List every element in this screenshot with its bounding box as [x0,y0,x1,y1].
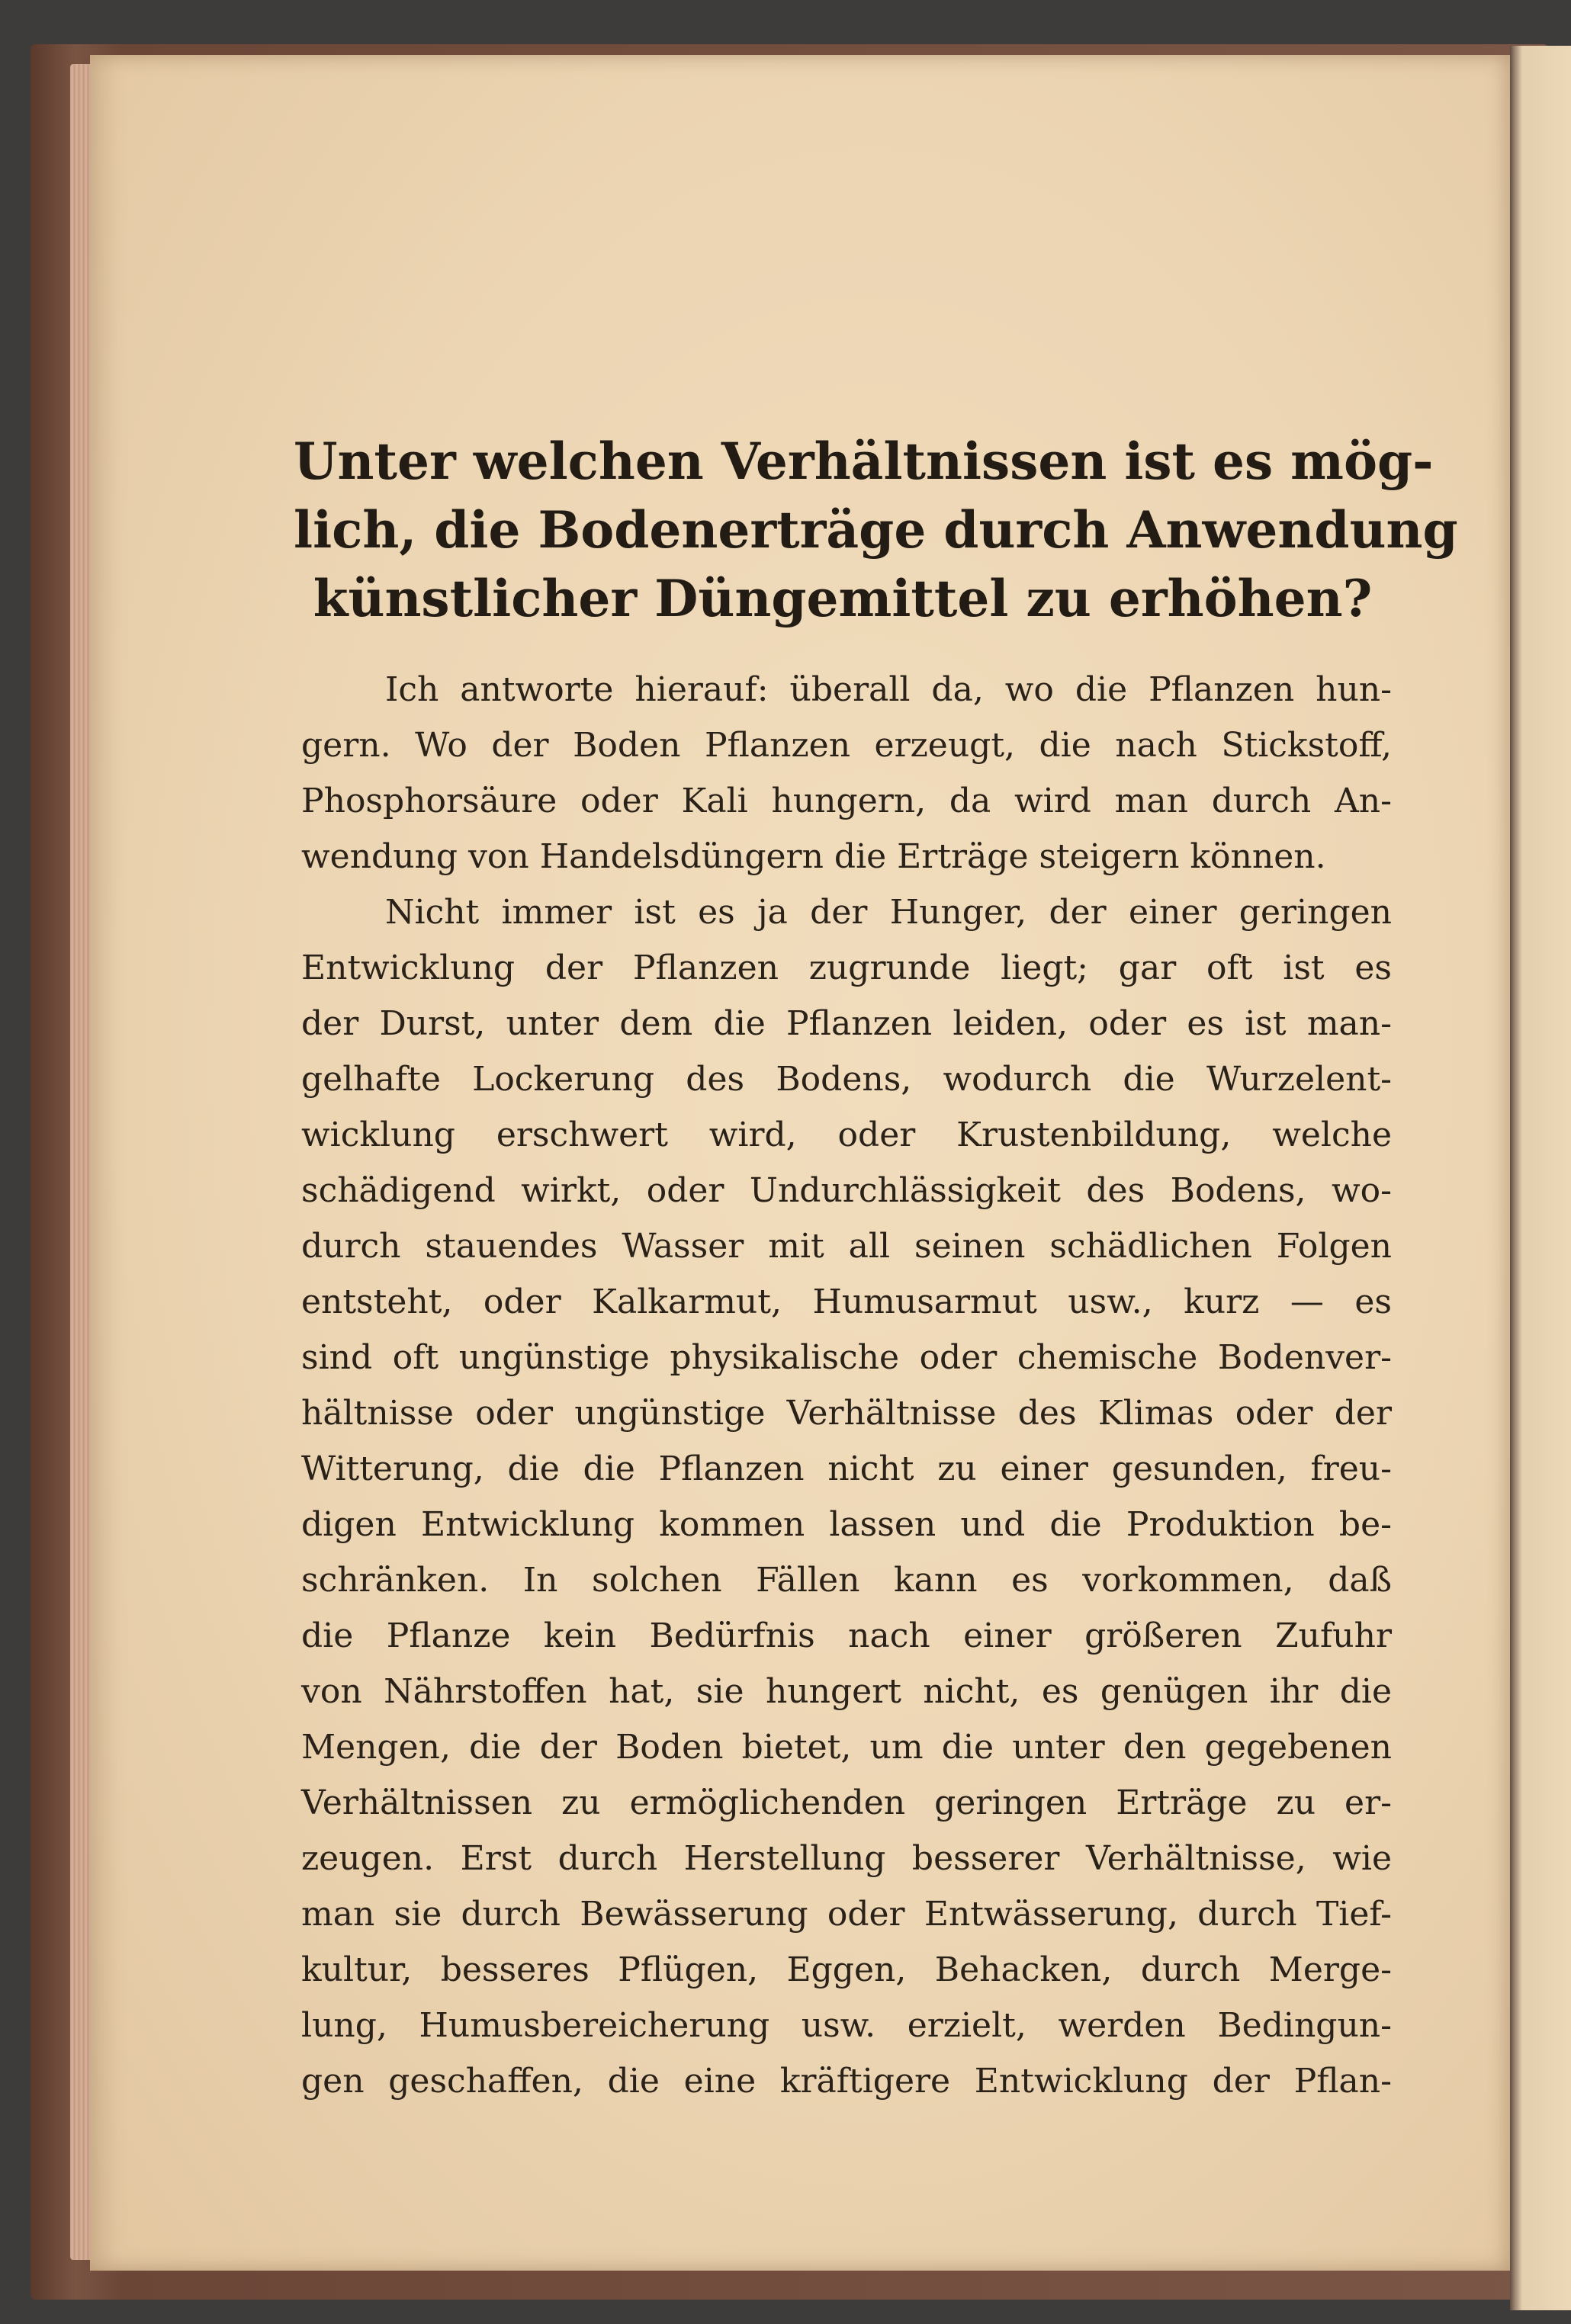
heading-line: Unter welchen Verhältnissen ist es mög- [294,432,1434,491]
text-line: Verhältnissen zu ermöglichenden geringen Erträge zu er- [301,1783,1392,1822]
text-line: Witterung, die die Pflanzen nicht zu einer gesunden, freu- [301,1449,1392,1488]
text-line: gern. Wo der Boden Pflanzen erzeugt, die nach Stickstoff, [301,726,1392,765]
text-line: der Durst, unter dem die Pflanzen leiden, oder es ist man- [301,1004,1392,1043]
text-line: man sie durch Bewässerung oder Entwässerung, durch Tief- [301,1895,1392,1934]
heading-line: künstlicher Düngemittel zu erhöhen? [313,569,1373,628]
section-heading [294,427,1458,633]
text-line: Nicht immer ist es ja der Hunger, der einer geringen [385,893,1392,932]
text-line: schränken. In solchen Fällen kann es vorkommen, daß [301,1561,1392,1600]
text-line: die Pflanze kein Bedürfnis nach einer größeren Zufuhr [301,1616,1392,1655]
text-line: zeugen. Erst durch Herstellung besserer Verhältnisse, wie [301,1839,1392,1878]
text-line: gen geschaffen, die eine kräftigere Entwicklung der Pflan- [301,2062,1392,2101]
text-line: hältnisse oder ungünstige Verhältnisse des Klimas oder der [301,1394,1392,1433]
facing-page-edge [1510,46,1571,2310]
text-line: schädigend wirkt, oder Undurchlässigkeit des Bodens, wo- [301,1171,1392,1210]
text-line: Entwicklung der Pflanzen zugrunde liegt; gar oft ist es [301,949,1392,987]
text-line: wicklung erschwert wird, oder Krustenbildung, welche [301,1115,1392,1154]
heading-line: lich, die Bodenerträge durch Anwendung [294,500,1458,560]
text-line: Mengen, die der Boden bietet, um die unter den gegebenen [301,1728,1392,1767]
text-line: sind oft ungünstige physikalische oder chemische Bodenver- [301,1338,1392,1377]
text-line: Phosphorsäure oder Kali hungern, da wird man durch An- [301,782,1392,820]
text-line: digen Entwicklung kommen lassen und die Produktion be- [301,1505,1392,1544]
text-line: durch stauendes Wasser mit all seinen schädlichen Folgen [301,1227,1392,1266]
text-line: entsteht, oder Kalkarmut, Humusarmut usw., kurz — es [301,1282,1392,1321]
body-text [301,662,1392,2109]
text-line: kultur, besseres Pflügen, Eggen, Behacken, durch Merge- [301,1950,1392,1989]
text-line: gelhafte Lockerung des Bodens, wodurch die Wurzelent- [301,1060,1392,1099]
text-line: lung, Humusbereicherung usw. erzielt, werden Bedingun- [301,2006,1392,2045]
text-line: wendung von Handelsdüngern die Erträge steigern können. [301,837,1326,876]
text-line: Ich antworte hierauf: überall da, wo die Pflanzen hun- [385,670,1392,709]
text-line: von Nährstoffen hat, sie hungert nicht, es genügen ihr die [301,1672,1392,1711]
